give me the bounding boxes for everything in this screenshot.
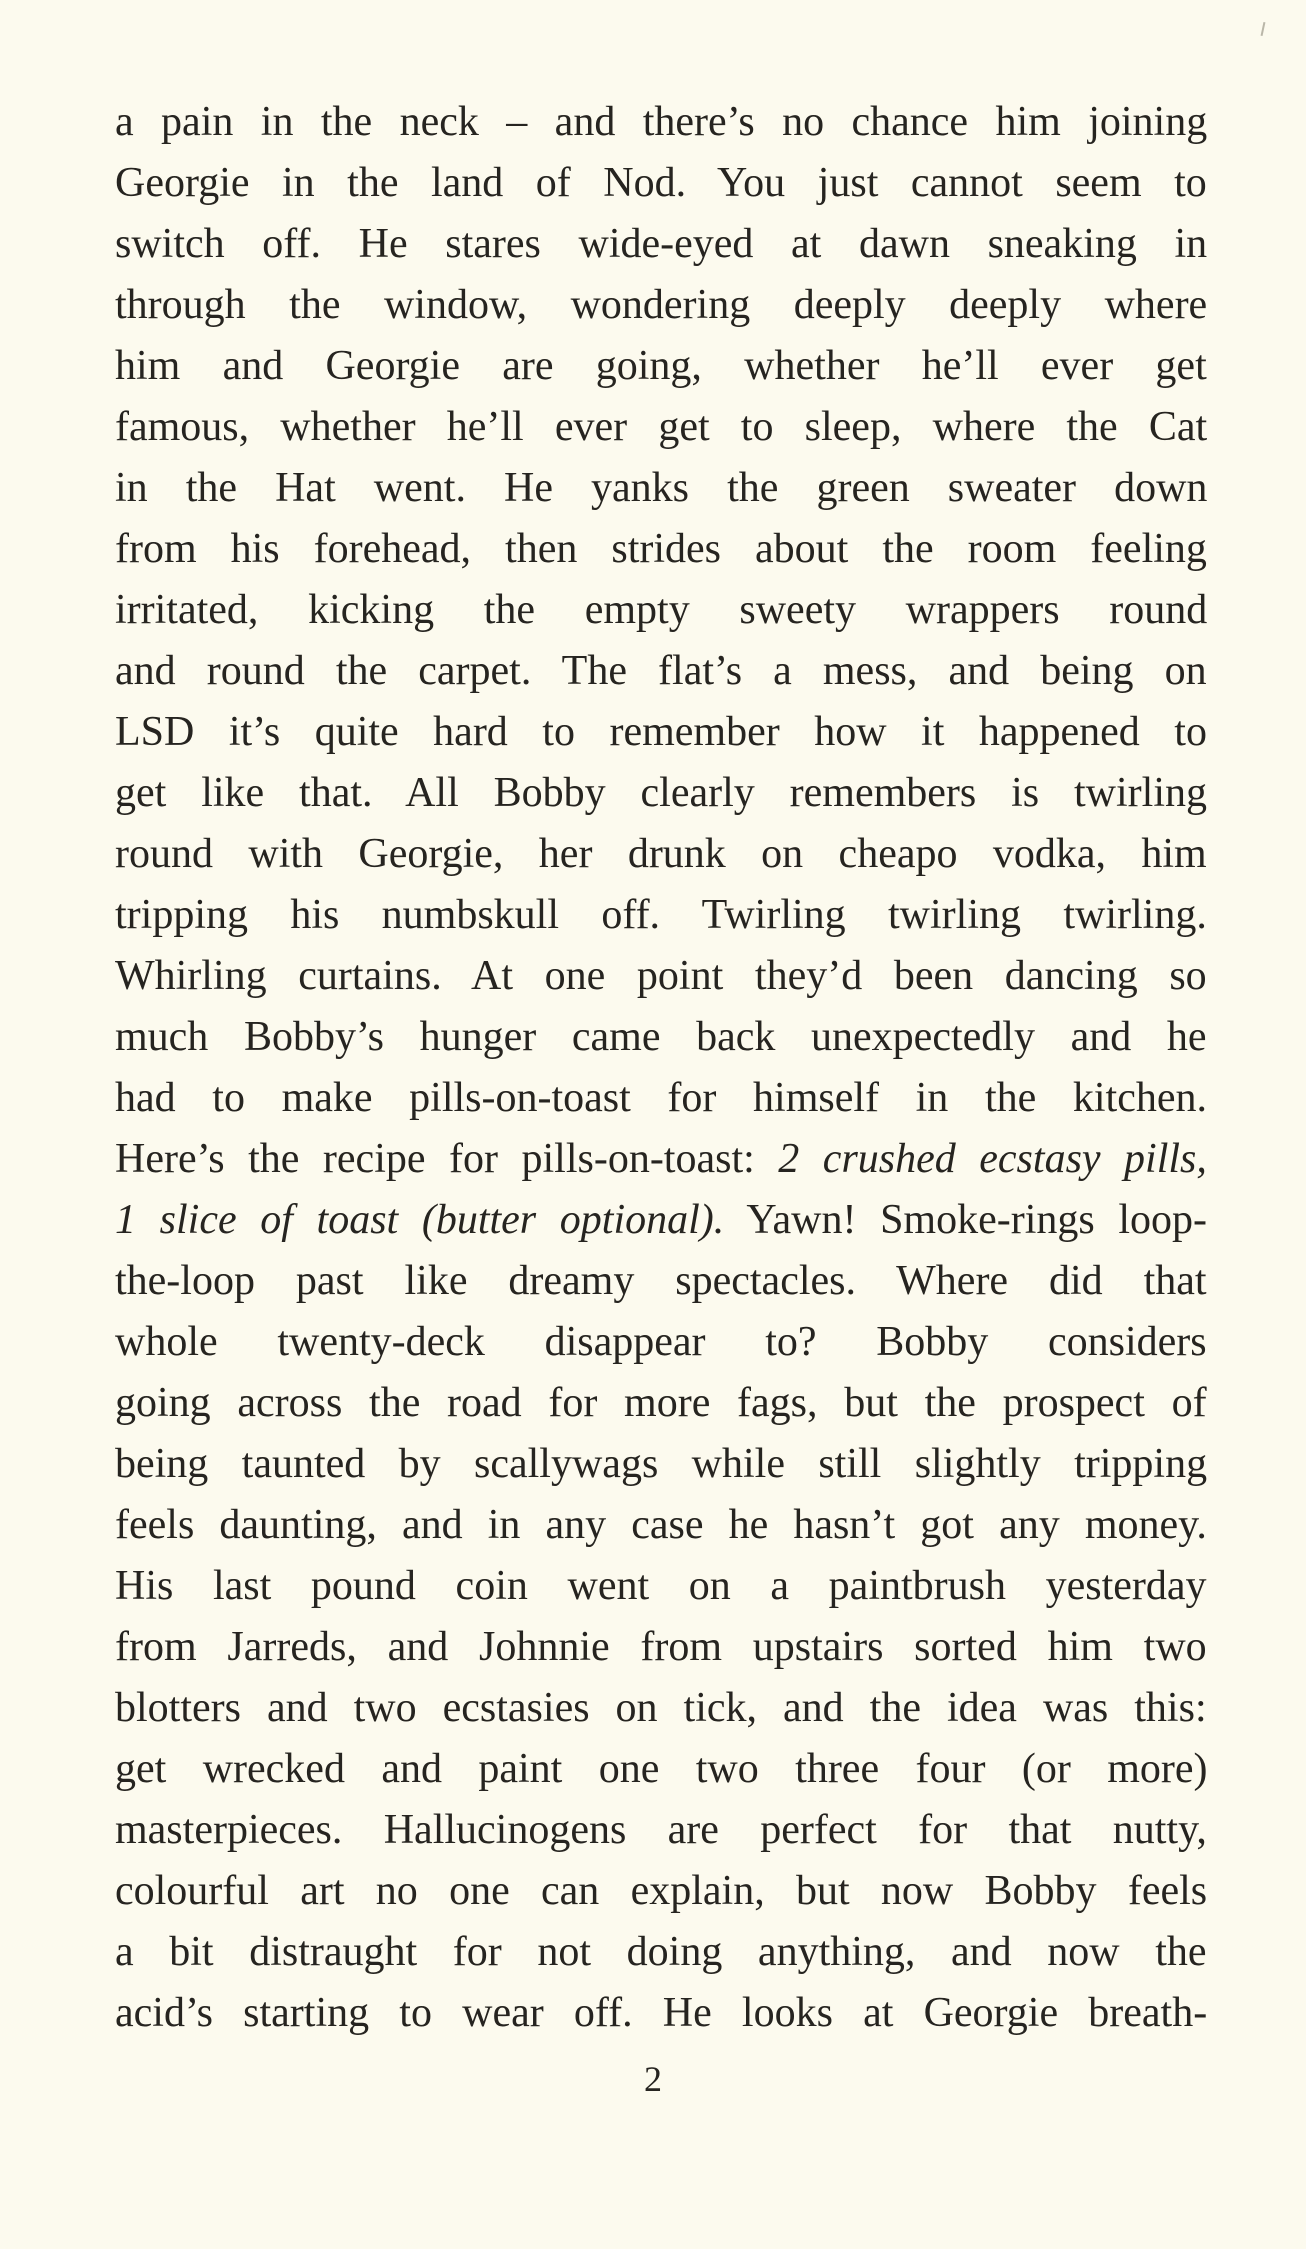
text-run: colourful art no one can explain, but now Bobby feels xyxy=(115,1868,1208,1914)
text-run: had to make pills-on-toast for himself in the kitchen. xyxy=(115,1075,1208,1121)
text-line xyxy=(115,1800,1207,1861)
text-line xyxy=(115,1007,1207,1068)
text-line xyxy=(115,1983,1207,2044)
text-line xyxy=(115,336,1207,397)
text-run: blotters and two ecstasies on tick, and the idea was this: xyxy=(115,1685,1207,1731)
text-run: Yawn! Smoke-rings loop- xyxy=(724,1197,1208,1243)
italic-text: 1 slice of toast (butter optional). xyxy=(115,1197,725,1243)
text-run: tripping his numbskull off. Twirling twirling twirling. xyxy=(115,892,1207,938)
text-run: His last pound coin went on a paintbrush yesterday xyxy=(115,1563,1207,1609)
text-run: whole twenty-deck disappear to? Bobby considers xyxy=(115,1319,1207,1365)
text-run: Whirling curtains. At one point they’d been dancing so xyxy=(115,953,1207,999)
text-run: acid’s starting to wear off. He looks at Georgie breath- xyxy=(115,1990,1208,2036)
text-run: feels daunting, and in any case he hasn’t got any money. xyxy=(115,1502,1207,1548)
text-run: the-loop past like dreamy spectacles. Where did that xyxy=(115,1258,1207,1304)
text-line xyxy=(115,702,1207,763)
text-line xyxy=(115,1434,1207,1495)
text-line xyxy=(115,397,1207,458)
text-run: in the Hat went. He yanks the green sweater down xyxy=(115,465,1208,511)
text-line xyxy=(115,214,1207,275)
text-run: switch off. He stares wide-eyed at dawn sneaking in xyxy=(115,221,1208,267)
text-line xyxy=(115,763,1207,824)
text-line xyxy=(115,1373,1207,1434)
text-run: masterpieces. Hallucinogens are perfect for that nutty, xyxy=(115,1807,1207,1853)
text-line xyxy=(115,1556,1207,1617)
text-line xyxy=(115,641,1207,702)
text-line xyxy=(115,153,1207,214)
text-run: round with Georgie, her drunk on cheapo vodka, him xyxy=(115,831,1207,877)
text-run: LSD it’s quite hard to remember how it happened to xyxy=(115,709,1207,755)
text-run: through the window, wondering deeply deeply where xyxy=(115,282,1208,328)
text-run: him and Georgie are going, whether he’ll ever get xyxy=(115,343,1207,389)
text-run: get like that. All Bobby clearly remembers is twirling xyxy=(115,770,1208,816)
text-line xyxy=(115,1129,1207,1190)
text-line xyxy=(115,519,1207,580)
body-text xyxy=(115,92,1207,2044)
text-line xyxy=(115,885,1207,946)
text-line xyxy=(115,92,1207,153)
text-line xyxy=(115,1495,1207,1556)
text-line xyxy=(115,946,1207,1007)
text-run: much Bobby’s hunger came back unexpectedly and he xyxy=(115,1014,1207,1060)
text-line xyxy=(115,1190,1207,1251)
text-line xyxy=(115,458,1207,519)
text-line xyxy=(115,1922,1207,1983)
text-line xyxy=(115,1861,1207,1922)
text-line xyxy=(115,1617,1207,1678)
text-line xyxy=(115,1312,1207,1373)
text-line xyxy=(115,1251,1207,1312)
text-line xyxy=(115,1739,1207,1800)
text-run: and round the carpet. The flat’s a mess, and being on xyxy=(115,648,1207,694)
text-run: famous, whether he’ll ever get to sleep, where the Cat xyxy=(115,404,1208,450)
text-run: a pain in the neck – and there’s no chance him joining xyxy=(115,99,1208,145)
text-run: Here’s the recipe for pills-on-toast: xyxy=(115,1136,779,1182)
text-line xyxy=(115,1068,1207,1129)
text-line xyxy=(115,824,1207,885)
page-number: 2 xyxy=(644,2059,662,2099)
text-run: from Jarreds, and Johnnie from upstairs sorted him two xyxy=(115,1624,1207,1670)
text-run: a bit distraught for not doing anything, and now the xyxy=(115,1929,1207,1975)
text-line xyxy=(115,275,1207,336)
italic-text: 2 crushed ecstasy pills, xyxy=(778,1136,1207,1182)
text-run: get wrecked and paint one two three four (or more) xyxy=(115,1746,1208,1792)
text-line xyxy=(115,1678,1207,1739)
text-run: irritated, kicking the empty sweety wrappers round xyxy=(115,587,1208,633)
text-run: going across the road for more fags, but the prospect of xyxy=(115,1380,1207,1426)
text-run: being taunted by scallywags while still slightly tripping xyxy=(115,1441,1208,1487)
text-run: Georgie in the land of Nod. You just cannot seem to xyxy=(115,160,1207,206)
text-line xyxy=(115,580,1207,641)
text-run: from his forehead, then strides about the room feeling xyxy=(115,526,1207,572)
scan-edge-mark xyxy=(1261,22,1266,36)
